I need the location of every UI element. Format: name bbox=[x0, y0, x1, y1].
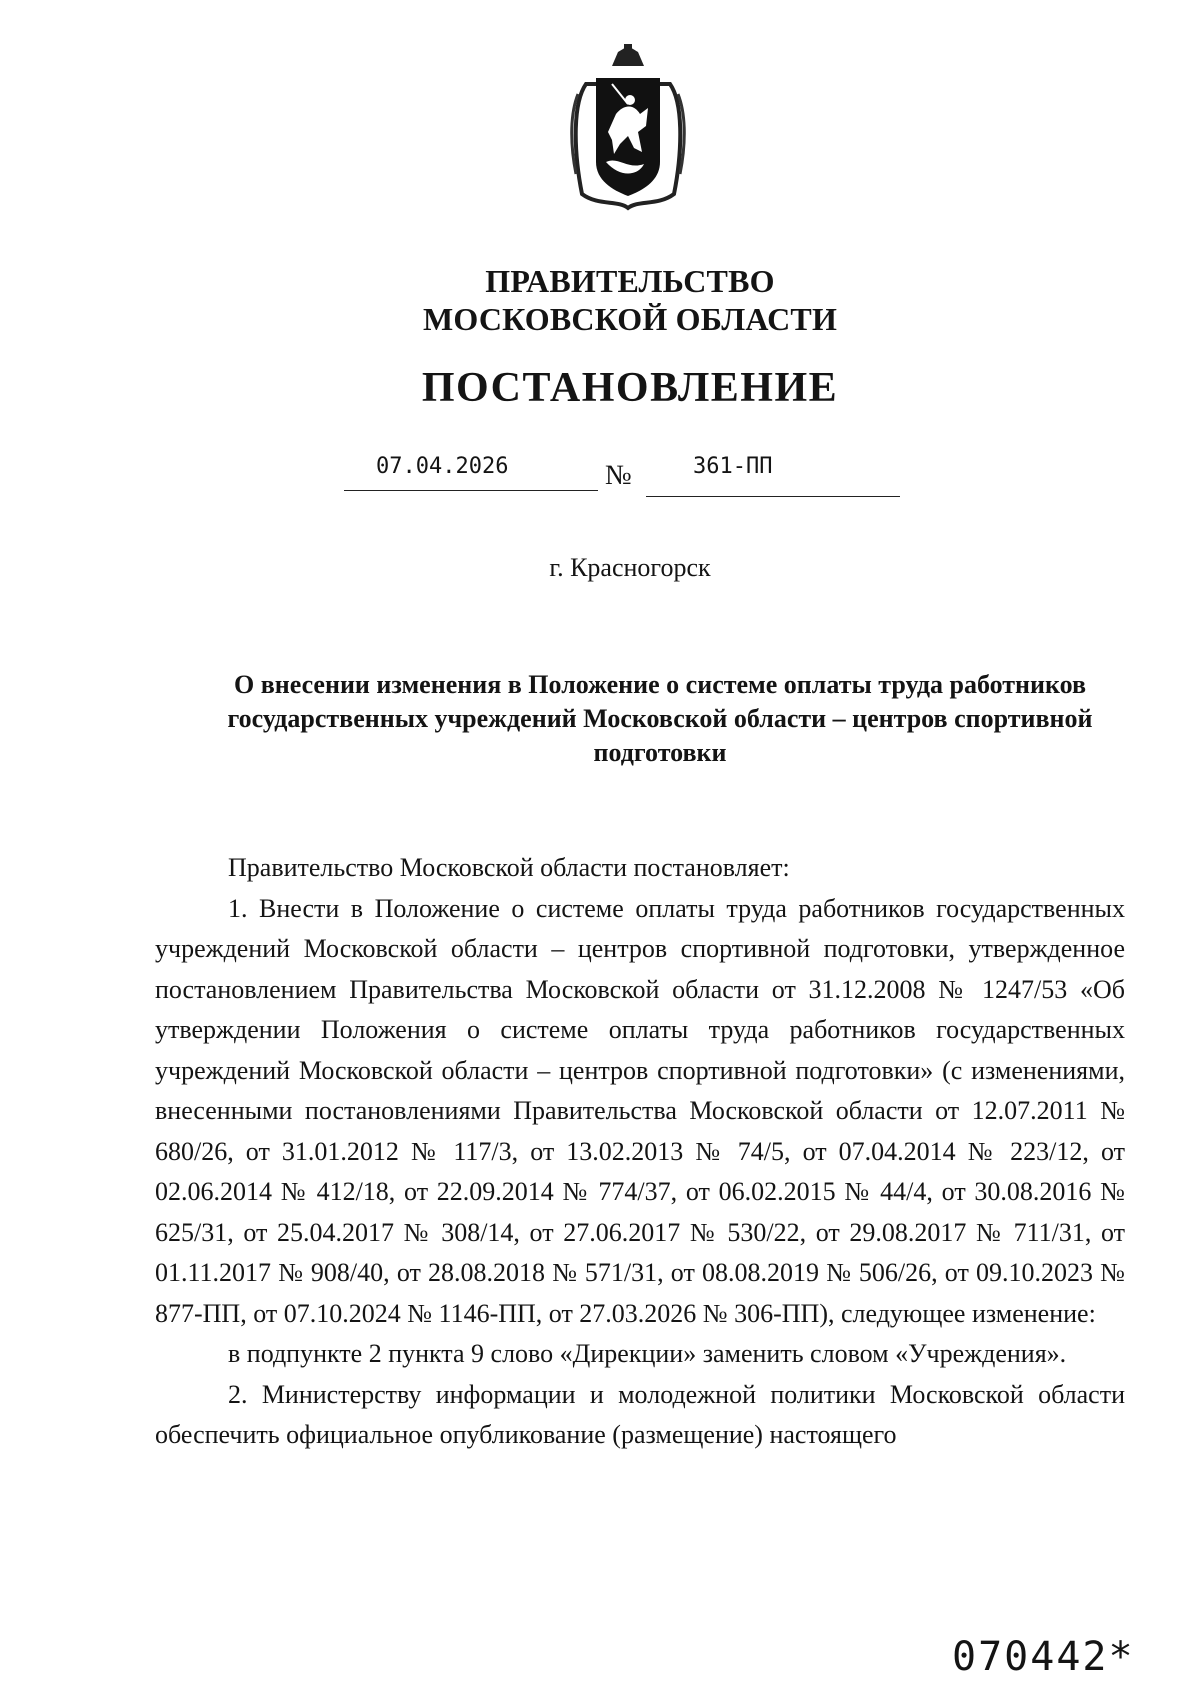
number-underline bbox=[646, 496, 900, 497]
document-date: 07.04.2026 bbox=[376, 454, 509, 479]
number-sign: № bbox=[605, 460, 632, 491]
org-name-line1: ПРАВИТЕЛЬСТВО bbox=[485, 263, 775, 299]
document-number: 361-ПП bbox=[693, 454, 773, 479]
coat-of-arms-icon bbox=[568, 44, 688, 212]
body-paragraph-1: 1. Внести в Положение о системе оплаты труда работников государственных учреждений Московской области – центров спортивной подготовки, утвержденное постановлением Правительства Московской области от 31.12.2008 № 1247/53 «Об утверждении Положения о системе оплаты труда работников государственных учреждений Московской области – центров спортивной подготовки» (с изменениями, внесенными постановлениями Правительства Московской области от 12.07.2011 № 680/26, от 31.01.2012 № 117/3, от 13.02.2013 № 74/5, от 07.04.2014 № 223/12, от 02.06.2014 № 412/18, от 22.09.2014 № 774/37, от 06.02.2015 № 44/4, от 30.08.2016 № 625/31, от 25.04.2017 № 308/14, от 27.06.2017 № 530/22, от 29.08.2017 № 711/31, от 01.11.2017 № 908/40, от 28.08.2018 № 571/31, от 08.08.2019 № 506/26, от 09.10.2023 № 877-ПП, от 07.10.2024 № 1146-ПП, от 27.03.2026 № 306-ПП), следующее изменение: bbox=[155, 893, 1125, 1328]
date-underline bbox=[344, 490, 598, 491]
document-city: г. Красногорск bbox=[549, 553, 711, 582]
body-paragraph-1a: в подпункте 2 пункта 9 слово «Дирекции» заменить словом «Учреждения». bbox=[228, 1339, 1067, 1368]
serial-number bbox=[952, 1634, 1135, 1680]
document-type: ПОСТАНОВЛЕНИЕ bbox=[421, 365, 839, 411]
org-name-line2: МОСКОВСКОЙ ОБЛАСТИ bbox=[422, 301, 838, 337]
serial-digits: 070442 bbox=[952, 1634, 1109, 1680]
document-body bbox=[155, 848, 1125, 1456]
body-paragraph-2: 2. Министерству информации и молодежной политики Московской области обеспечить официальное опубликование (размещение) настоящего bbox=[155, 1379, 1125, 1449]
document-title: О внесении изменения в Положение о системе оплаты труда работников государственных учреждений Московской области – центров спортивной подготовки bbox=[227, 670, 1093, 767]
body-intro: Правительство Московской области постановляет: bbox=[228, 853, 790, 882]
serial-mark: * bbox=[1108, 1634, 1135, 1680]
